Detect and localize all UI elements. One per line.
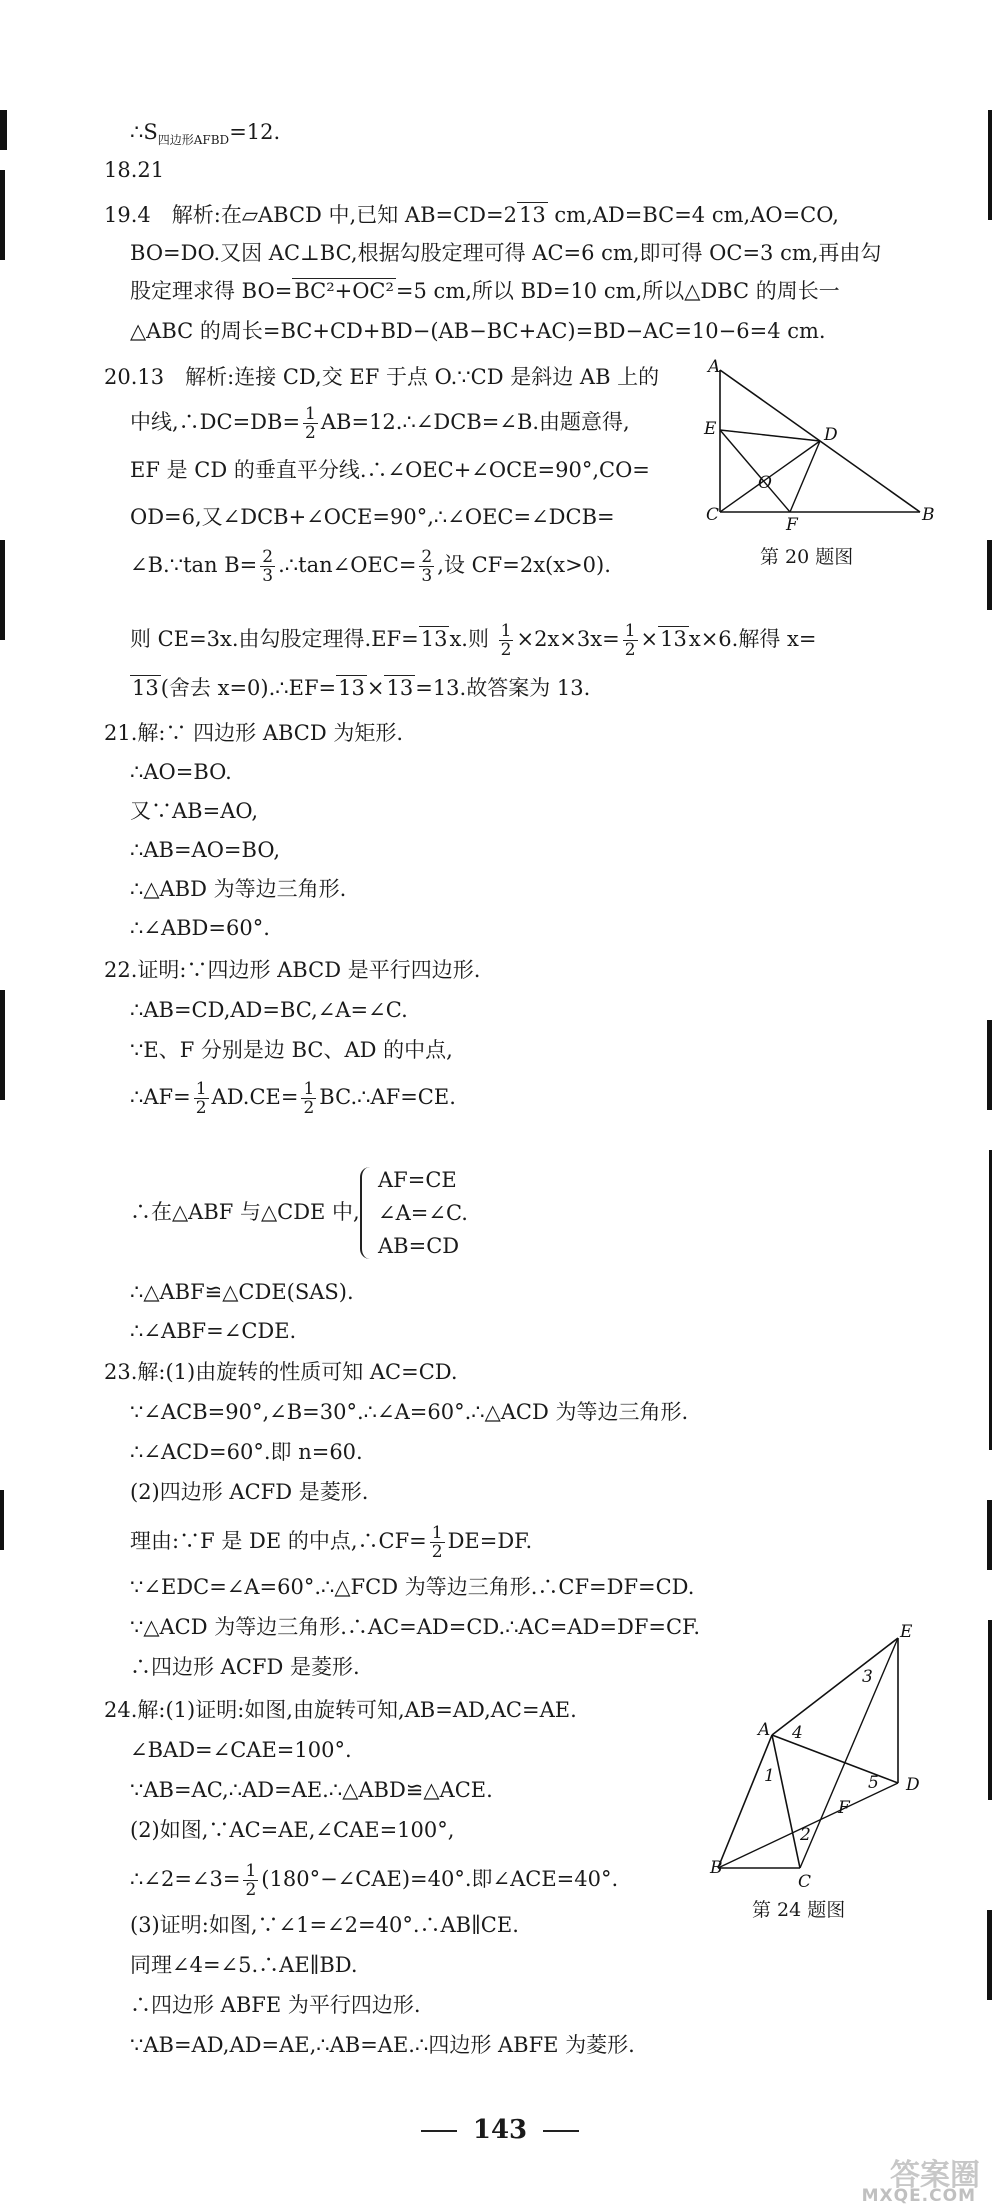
- answer-22-line5: ∴在△ABF 与△CDE 中,: [130, 1200, 360, 1224]
- right-edge-rule: [989, 1150, 992, 1450]
- fig20-label-o: O: [758, 473, 772, 493]
- system-eq-3: AB=CD: [378, 1234, 460, 1258]
- fig24-angle-1: 1: [764, 1766, 775, 1786]
- answer-21-line4: ∴AB=AO=BO,: [130, 838, 281, 862]
- watermark-logo: 答案圈: [890, 2158, 980, 2193]
- right-edge-mark: [987, 540, 992, 610]
- left-edge-mark: [0, 540, 5, 640]
- answer-23-line7: ∵△ACD 为等边三角形.∴AC=AD=CD.∴AC=AD=DF=CF.: [130, 1615, 701, 1639]
- answer-18: 18.21: [104, 158, 165, 182]
- right-edge-mark: [987, 1020, 992, 1110]
- answer-21-line2: ∴AO=BO.: [130, 760, 232, 784]
- fig24-angle-4: 4: [792, 1723, 803, 1743]
- fig24-label-b: B: [710, 1858, 723, 1878]
- answer-24-line1: 24.解:(1)证明:如图,由旋转可知,AB=AD,AC=AE.: [104, 1698, 577, 1722]
- answer-22-line6: ∴△ABF≌△CDE(SAS).: [130, 1280, 354, 1304]
- answer-22-line4: ∴AF= $\frac{1}{2}$ AD.CE= $\frac{1}{2}$ BC.∴AF=CE.: [130, 1079, 456, 1118]
- answer-24-line7: 同理∠4=∠5.∴AE∥BD.: [130, 1953, 358, 1977]
- answer-19-line1: 19.4 解析:在▱ABCD 中,已知 AB=CD=213 cm,AD=BC=4 cm,AO=CO,: [104, 203, 839, 227]
- answer-23-line8: ∴四边形 ACFD 是菱形.: [130, 1655, 360, 1679]
- answer-20-line3: EF 是 CD 的垂直平分线.∴∠OEC+∠OCE=90°,CO=: [130, 458, 650, 482]
- fig24-angle-5: 5: [868, 1773, 879, 1793]
- line-s-area: $\therefore S_{四边形AFBD}=12$.: [130, 120, 281, 148]
- figure-24: [700, 1622, 950, 1892]
- answer-22-line2: ∴AB=CD,AD=BC,∠A=∠C.: [130, 998, 408, 1022]
- answer-20-line5: ∠B.∵tan B= $\frac{2}{3}$ .∴tan∠OEC= $\frac{2}{3}$ ,设 CF=2x(x>0).: [130, 547, 611, 586]
- fig24-label-d: D: [906, 1775, 920, 1795]
- answer-19-line3: 股定理求得 BO=BC²+OC²=5 cm,所以 BD=10 cm,所以△DBC 的周长一: [130, 279, 840, 303]
- answer-20-line7: 13(舍去 x=0).∴EF=13×13=13.故答案为 13.: [132, 676, 591, 700]
- fig24-angle-2: 2: [800, 1825, 811, 1845]
- fig20-label-f: F: [786, 515, 798, 535]
- system-brace: [360, 1167, 374, 1259]
- figure-20: [700, 357, 935, 560]
- answer-24-line8: ∴四边形 ABFE 为平行四边形.: [130, 1993, 421, 2017]
- fig24-label-f: F: [838, 1798, 850, 1818]
- right-edge-mark: [988, 1620, 992, 1800]
- answer-20-line6: 则 CE=3x.由勾股定理得.EF=13x.则 $\frac{1}{2}$ ×2x×3x= $\frac{1}{2}$ ×13x×6.解得 x=: [130, 621, 817, 660]
- right-edge-mark: [987, 1500, 992, 1570]
- fig20-label-a: A: [708, 357, 721, 377]
- fig24-label-e: E: [900, 1622, 913, 1642]
- answer-24-line2: ∠BAD=∠CAE=100°.: [130, 1738, 352, 1762]
- fig20-label-b: B: [922, 505, 935, 525]
- fig20-label-d: D: [824, 425, 838, 445]
- answer-24-line6: (3)证明:如图,∵∠1=∠2=40°.∴AB∥CE.: [130, 1913, 519, 1937]
- answer-20-line4: OD=6,又∠DCB+∠OCE=90°,∴∠OEC=∠DCB=: [130, 505, 615, 529]
- answer-24-line3: ∵AB=AC,∴AD=AE.∴△ABD≌△ACE.: [130, 1778, 493, 1802]
- figure-20-caption: 第 20 题图: [760, 546, 854, 568]
- answer-22-line7: ∴∠ABF=∠CDE.: [130, 1319, 297, 1343]
- answer-22-line3: ∵E、F 分别是边 BC、AD 的中点,: [130, 1038, 453, 1062]
- answer-21-line3: 又∵AB=AO,: [130, 799, 259, 823]
- system-eq-1: AF=CE: [378, 1168, 457, 1192]
- system-eq-2: ∠A=∠C.: [378, 1201, 468, 1225]
- right-edge-mark: [987, 1910, 992, 2000]
- answer-19-line2: BO=DO.又因 AC⊥BC,根据勾股定理可得 AC=6 cm,即可得 OC=3 cm,再由勾: [130, 241, 882, 265]
- answer-19-line4: △ABC 的周长=BC+CD+BD−(AB−BC+AC)=BD−AC=10−6=4 cm.: [130, 319, 826, 343]
- fig24-angle-3: 3: [862, 1667, 873, 1687]
- answer-23-line5: 理由:∵F 是 DE 的中点,∴CF= $\frac{1}{2}$ DE=DF.: [130, 1523, 533, 1562]
- answer-20-line1: 20.13 解析:连接 CD,交 EF 于点 O.∵CD 是斜边 AB 上的: [104, 365, 660, 389]
- answer-24-line5: ∴∠2=∠3= $\frac{1}{2}$ (180°−∠CAE)=40°.即∠ACE=40°.: [130, 1861, 619, 1900]
- answer-24-line4: (2)如图,∵AC=AE,∠CAE=100°,: [130, 1818, 455, 1842]
- figure-24-caption: 第 24 题图: [752, 1899, 846, 1921]
- answer-24-line9: ∵AB=AD,AD=AE,∴AB=AE.∴四边形 ABFE 为菱形.: [130, 2033, 635, 2057]
- left-edge-mark: [0, 110, 7, 150]
- answer-23-line6: ∵∠EDC=∠A=60°.∴△FCD 为等边三角形.∴CF=DF=CD.: [130, 1575, 695, 1599]
- right-edge-mark: [988, 110, 992, 220]
- fig20-label-e: E: [704, 419, 717, 439]
- answer-23-line4: (2)四边形 ACFD 是菱形.: [130, 1480, 369, 1504]
- fig24-label-a: A: [758, 1720, 771, 1740]
- answer-21-line1: 21.解:∵ 四边形 ABCD 为矩形.: [104, 721, 404, 745]
- answer-20-line2: 中线,∴DC=DB= $\frac{1}{2}$ AB=12.∴∠DCB=∠B.由题意得,: [130, 404, 630, 443]
- answer-21-line5: ∴△ABD 为等边三角形.: [130, 877, 347, 901]
- answer-22-line1: 22.证明:∵四边形 ABCD 是平行四边形.: [104, 958, 481, 982]
- answer-21-line6: ∴∠ABD=60°.: [130, 916, 270, 940]
- left-edge-mark: [0, 1490, 4, 1550]
- left-edge-mark: [0, 990, 5, 1100]
- left-edge-mark: [0, 170, 5, 260]
- answer-23-line3: ∴∠ACD=60°.即 n=60.: [130, 1440, 363, 1464]
- answer-23-line2: ∵∠ACB=90°,∠B=30°.∴∠A=60°.∴△ACD 为等边三角形.: [130, 1400, 689, 1424]
- fig24-label-c: C: [798, 1872, 812, 1892]
- page-number: 143: [0, 2115, 1000, 2145]
- fig20-label-c: C: [706, 505, 720, 525]
- answer-23-line1: 23.解:(1)由旋转的性质可知 AC=CD.: [104, 1360, 458, 1384]
- watermark-url: MXQE.COM: [861, 2186, 976, 2206]
